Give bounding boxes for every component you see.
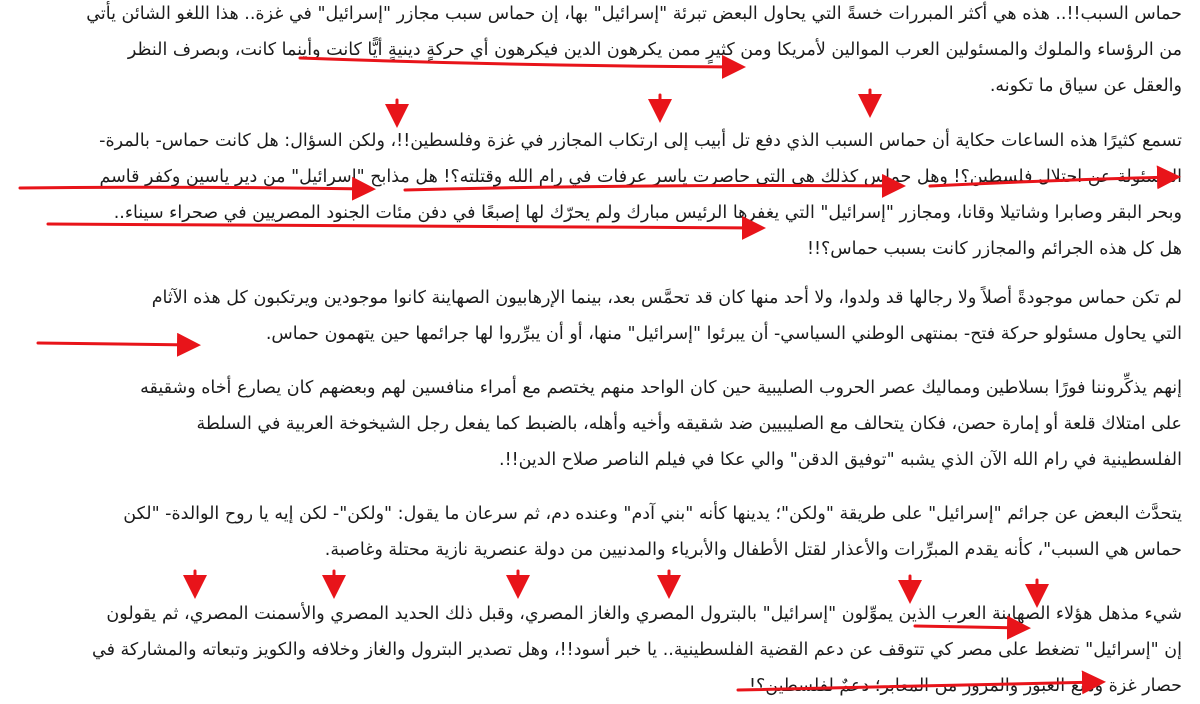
text-line: والعقل عن سياق ما تكونه. — [989, 76, 1182, 96]
text-line: من الرؤساء والملوك والمسئولين العرب الموالين لأمريكا ومن كثيرٍ ممن يكرهون الدين فيكرهون أي حركةٍ دينيةٍ أيًّا كانت وأينما كانت، وبصرف النظر — [127, 40, 1182, 60]
text-line: التي يحاول مسئولو حركة فتح- بمنتهى الوطني السياسي- أن يبرئوا "إسرائيل" منها، أو أن يبرِّروا لها جرائمها حين يتهمون حماس. — [265, 324, 1182, 344]
paragraph-2 — [99, 123, 1182, 267]
text-line: على امتلاك قلعة أو إمارة حصن، فكان يتحالف مع الصليبيين ضد شقيقه وأخيه وأهله، بالضبط كما يفعل رجل الشيخوخة العربية في السلطة — [196, 414, 1182, 434]
text-line: شيء مذهل هؤلاء الصهاينة العرب الذين يموِّلون "إسرائيل" بالبترول المصري والغاز المصري، وقبل ذلك الحديد المصري والأسمنت المصري، ثم يقولون — [106, 604, 1182, 624]
text-line: حماس السبب!!.. هذه هي أكثر المبررات خسةً التي يحاول البعض تبرئة "إسرائيل" بها، إن حماس سبب مجازر "إسرائيل" في غزة.. هذا اللغو الشائن يأتي — [86, 4, 1182, 24]
text-line: هل كل هذه الجرائم والمجازر كانت بسبب حماس؟!! — [806, 239, 1182, 259]
paragraph-3 — [152, 280, 1182, 352]
paragraph-4 — [140, 370, 1182, 478]
text-line: لم تكن حماس موجودةً أصلاً ولا رجالها قد ولدوا، ولا أحد منها كان قد تحمَّس بعد، بينما الإرهابيون الصهاينة كانوا موجودين ويرتكبون كل هذه الآثام — [151, 288, 1182, 308]
text-line: يتحدَّث البعض عن جرائم "إسرائيل" على طريقة "ولكن"؛ يدينها كأنه "بني آدم" وعنده دم، ثم سرعان ما يقول: "ولكن"- لكن إيه يا روح الوالدة- "لكن — [123, 504, 1182, 524]
text-line: المسئولة عن احتلال فلسطين؟! وهل حماس كذلك هي التي حاصرت ياسر عرفات في رام الله وقتلته؟! هل مذابح "إسرائيل" من دير ياسين وكفر قاسم — [99, 167, 1182, 187]
paragraph-5 — [123, 496, 1182, 568]
paragraph-6 — [92, 596, 1182, 704]
text-line: الفلسطينية في رام الله الآن الذي يشبه "توفيق الدقن" والي عكا في فيلم الناصر صلاح الدين!!. — [499, 450, 1182, 470]
text-line: إنهم يذكِّروننا فورًا بسلاطين ومماليك عصر الحروب الصليبية حين كان الواحد منهم يختصم مع أمراء منافسين لهم وبعضهم كان يصارع أخاه وشقيقه — [140, 378, 1182, 398]
text-line: تسمع كثيرًا هذه الساعات حكاية أن حماس السبب الذي دفع تل أبيب إلى ارتكاب المجازر في غزة وفلسطين!!، ولكن السؤال: هل كانت حماس- بالمرة- — [99, 131, 1182, 151]
text-line: حماس هي السبب"، كأنه يقدم المبرِّرات والأعذار لقتل الأطفال والأبرياء والمدنيين من دولة عنصرية نازية محتلة وغاصبة. — [324, 540, 1182, 560]
text-line: إن "إسرائيل" تضغط على مصر كي تتوقف عن دعم القضية الفلسطينية.. يا خبر أسود!!، وهل تصدير البترول والغاز وخلافه والكويز وتبعاته والمشاركة في — [92, 640, 1182, 660]
text-line: وبحر البقر وصابرا وشاتيلا وقانا، ومجازر "إسرائيل" التي يغفرها الرئيس مبارك ولم يحرّك لها إصبعًا في دفن مئات الجنود المصريين في صحراء سيناء.. — [113, 203, 1182, 223]
text-line: حصار غزة ومنع العبور والمرور من المعابر؛ دعمٌ لفلسطين؟! — [748, 676, 1182, 696]
paragraph-1 — [86, 0, 1182, 104]
